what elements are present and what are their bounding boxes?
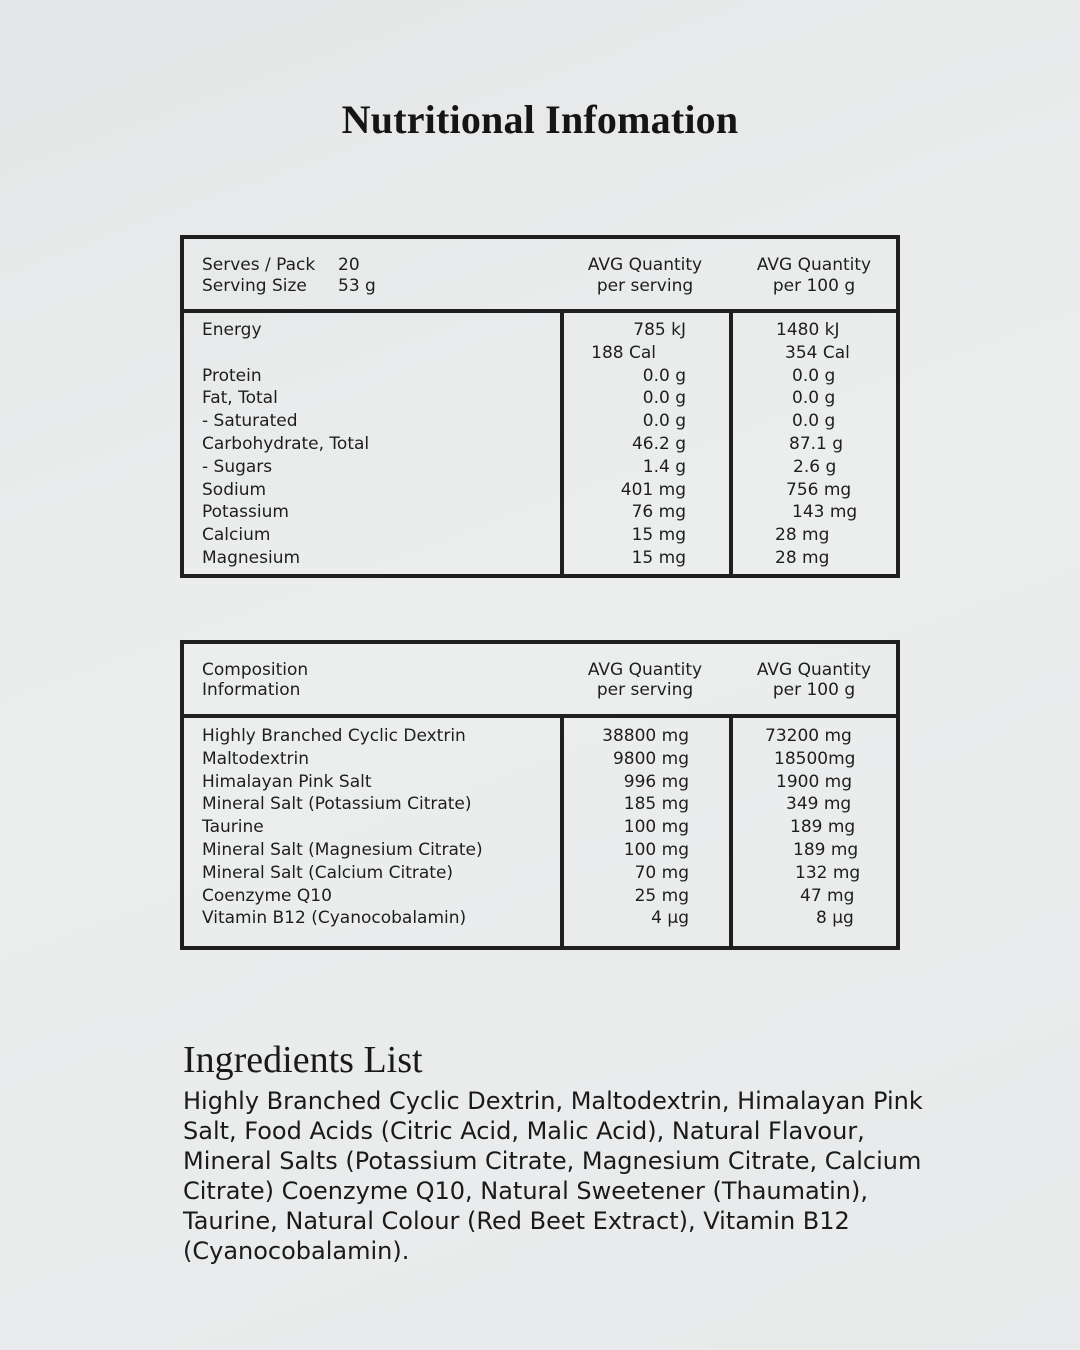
nutrition-panel (180, 235, 900, 578)
row-label: Calcium (202, 525, 271, 546)
row-per-100g: 756 mg (786, 479, 852, 500)
row-per-serving: 0.0 g (642, 388, 686, 409)
table-row (184, 433, 896, 456)
row-per-100g: 0.0 g (792, 411, 836, 432)
row-per-serving: 100 mg (623, 817, 689, 838)
row-label: Mineral Salt (Potassium Citrate) (202, 794, 472, 815)
serves-label: Serves / Pack (202, 255, 316, 275)
col-per-100g-line2: per 100 g (772, 276, 856, 296)
row-per-100g: 87.1 g (789, 433, 844, 454)
row-label: Highly Branched Cyclic Dextrin (202, 726, 466, 746)
composition-rows (184, 725, 896, 930)
row-per-100g: 349 mg (786, 794, 852, 815)
row-label: Mineral Salt (Magnesium Citrate) (202, 839, 483, 860)
row-per-100g: 1900 mg (776, 771, 853, 792)
row-label: Carbohydrate, Total (202, 433, 370, 454)
table-row (184, 862, 896, 885)
row-per-serving: 25 mg (634, 885, 689, 906)
row-per-serving: 185 mg (623, 794, 689, 815)
col-per-serving-line1: AVG Quantity (587, 255, 703, 275)
table-row (184, 771, 896, 794)
serving-size-value: 53 g (338, 276, 376, 296)
row-label: Fat, Total (202, 388, 278, 409)
table-row (184, 365, 896, 388)
row-per-serving: 401 mg (620, 479, 686, 500)
row-per-100g: 132 mg (795, 862, 861, 883)
row-label: Potassium (202, 502, 289, 523)
table-row (184, 342, 896, 365)
table-row (184, 501, 896, 524)
row-per-serving: 1.4 g (642, 456, 686, 477)
row-per-100g: 0.0 g (792, 388, 836, 409)
row-per-serving: 76 mg (631, 502, 686, 523)
row-label: - Sugars (202, 456, 273, 477)
col-per-100g-line2: per 100 g (772, 680, 856, 700)
composition-label-line1: Composition (202, 660, 309, 680)
row-label: Himalayan Pink Salt (202, 771, 372, 792)
row-per-serving: 188 Cal (591, 342, 656, 363)
row-per-100g: 0.0 g (792, 365, 836, 386)
table-row (184, 793, 896, 816)
row-per-serving: 4 µg (651, 908, 689, 929)
table-row (184, 387, 896, 410)
col-per-serving-line2: per serving (596, 276, 694, 296)
row-per-100g: 28 mg (775, 525, 830, 546)
row-label: Energy (202, 320, 262, 340)
composition-panel (180, 640, 900, 950)
row-per-serving: 15 mg (631, 547, 686, 568)
col-per-serving-line2: per serving (596, 680, 694, 700)
nutrition-header (184, 239, 896, 313)
row-per-100g: 47 mg (800, 885, 855, 906)
table-row (184, 319, 896, 342)
table-row (184, 725, 896, 748)
row-per-100g: 2.6 g (793, 456, 837, 477)
row-per-serving: 70 mg (634, 862, 689, 883)
row-label: Vitamin B12 (Cyanocobalamin) (202, 908, 467, 929)
row-per-100g: 18500mg (774, 748, 856, 769)
row-per-100g: 8 µg (816, 908, 854, 929)
table-row (184, 839, 896, 862)
row-per-serving: 38800 mg (602, 726, 689, 746)
row-label: Taurine (202, 817, 264, 838)
row-per-serving: 9800 mg (612, 748, 689, 769)
row-per-serving: 100 mg (623, 839, 689, 860)
row-per-serving: 0.0 g (642, 365, 686, 386)
table-row (184, 816, 896, 839)
col-per-serving-line1: AVG Quantity (587, 660, 703, 680)
col-per-100g-line1: AVG Quantity (756, 660, 872, 680)
table-row (184, 907, 896, 930)
row-per-serving: 0.0 g (642, 411, 686, 432)
row-label: Coenzyme Q10 (202, 885, 332, 906)
table-row (184, 456, 896, 479)
table-row (184, 885, 896, 908)
table-row (184, 748, 896, 771)
composition-label-line2: Information (202, 680, 301, 700)
row-label: Mineral Salt (Calcium Citrate) (202, 862, 454, 883)
serves-value: 20 (338, 255, 360, 275)
row-per-100g: 73200 mg (765, 726, 852, 746)
row-per-100g: 28 mg (775, 547, 830, 568)
row-per-100g: 189 mg (790, 817, 856, 838)
table-row (184, 547, 896, 570)
row-label: - Saturated (202, 411, 298, 432)
nutrition-rows (184, 319, 896, 570)
ingredients-text: Highly Branched Cyclic Dextrin, Maltodextrin, Himalayan Pink Salt, Food Acids (Citric Acid, Malic Acid), Natural Flavour, Mineral Salts (Potassium Citrate, Magnesium Citrate, Calcium Citrate) Coenzyme Q10, Natural Sweetener (Thaumatin), Taurine, Natural Colour (Red Beet Extract), Vitamin B12 (Cyanocobalamin). (183, 1087, 923, 1265)
row-per-serving: 785 kJ (633, 320, 686, 340)
row-per-100g: 189 mg (793, 839, 859, 860)
row-per-serving: 996 mg (623, 771, 689, 792)
col-per-100g-line1: AVG Quantity (756, 255, 872, 275)
row-per-serving: 15 mg (631, 525, 686, 546)
row-per-100g: 143 mg (792, 502, 858, 523)
composition-header (184, 644, 896, 718)
table-row (184, 479, 896, 502)
ingredients-title: Ingredients List (183, 1039, 423, 1081)
page-title: Nutritional Infomation (341, 97, 739, 142)
table-row (184, 524, 896, 547)
row-label: Maltodextrin (202, 748, 310, 769)
row-label: Protein (202, 365, 262, 386)
row-per-100g: 1480 kJ (776, 320, 840, 340)
table-row (184, 410, 896, 433)
row-label: Sodium (202, 479, 267, 500)
row-per-serving: 46.2 g (631, 433, 686, 454)
row-per-100g: 354 Cal (785, 342, 850, 363)
row-label: Magnesium (202, 547, 301, 568)
serving-size-label: Serving Size (202, 276, 307, 296)
